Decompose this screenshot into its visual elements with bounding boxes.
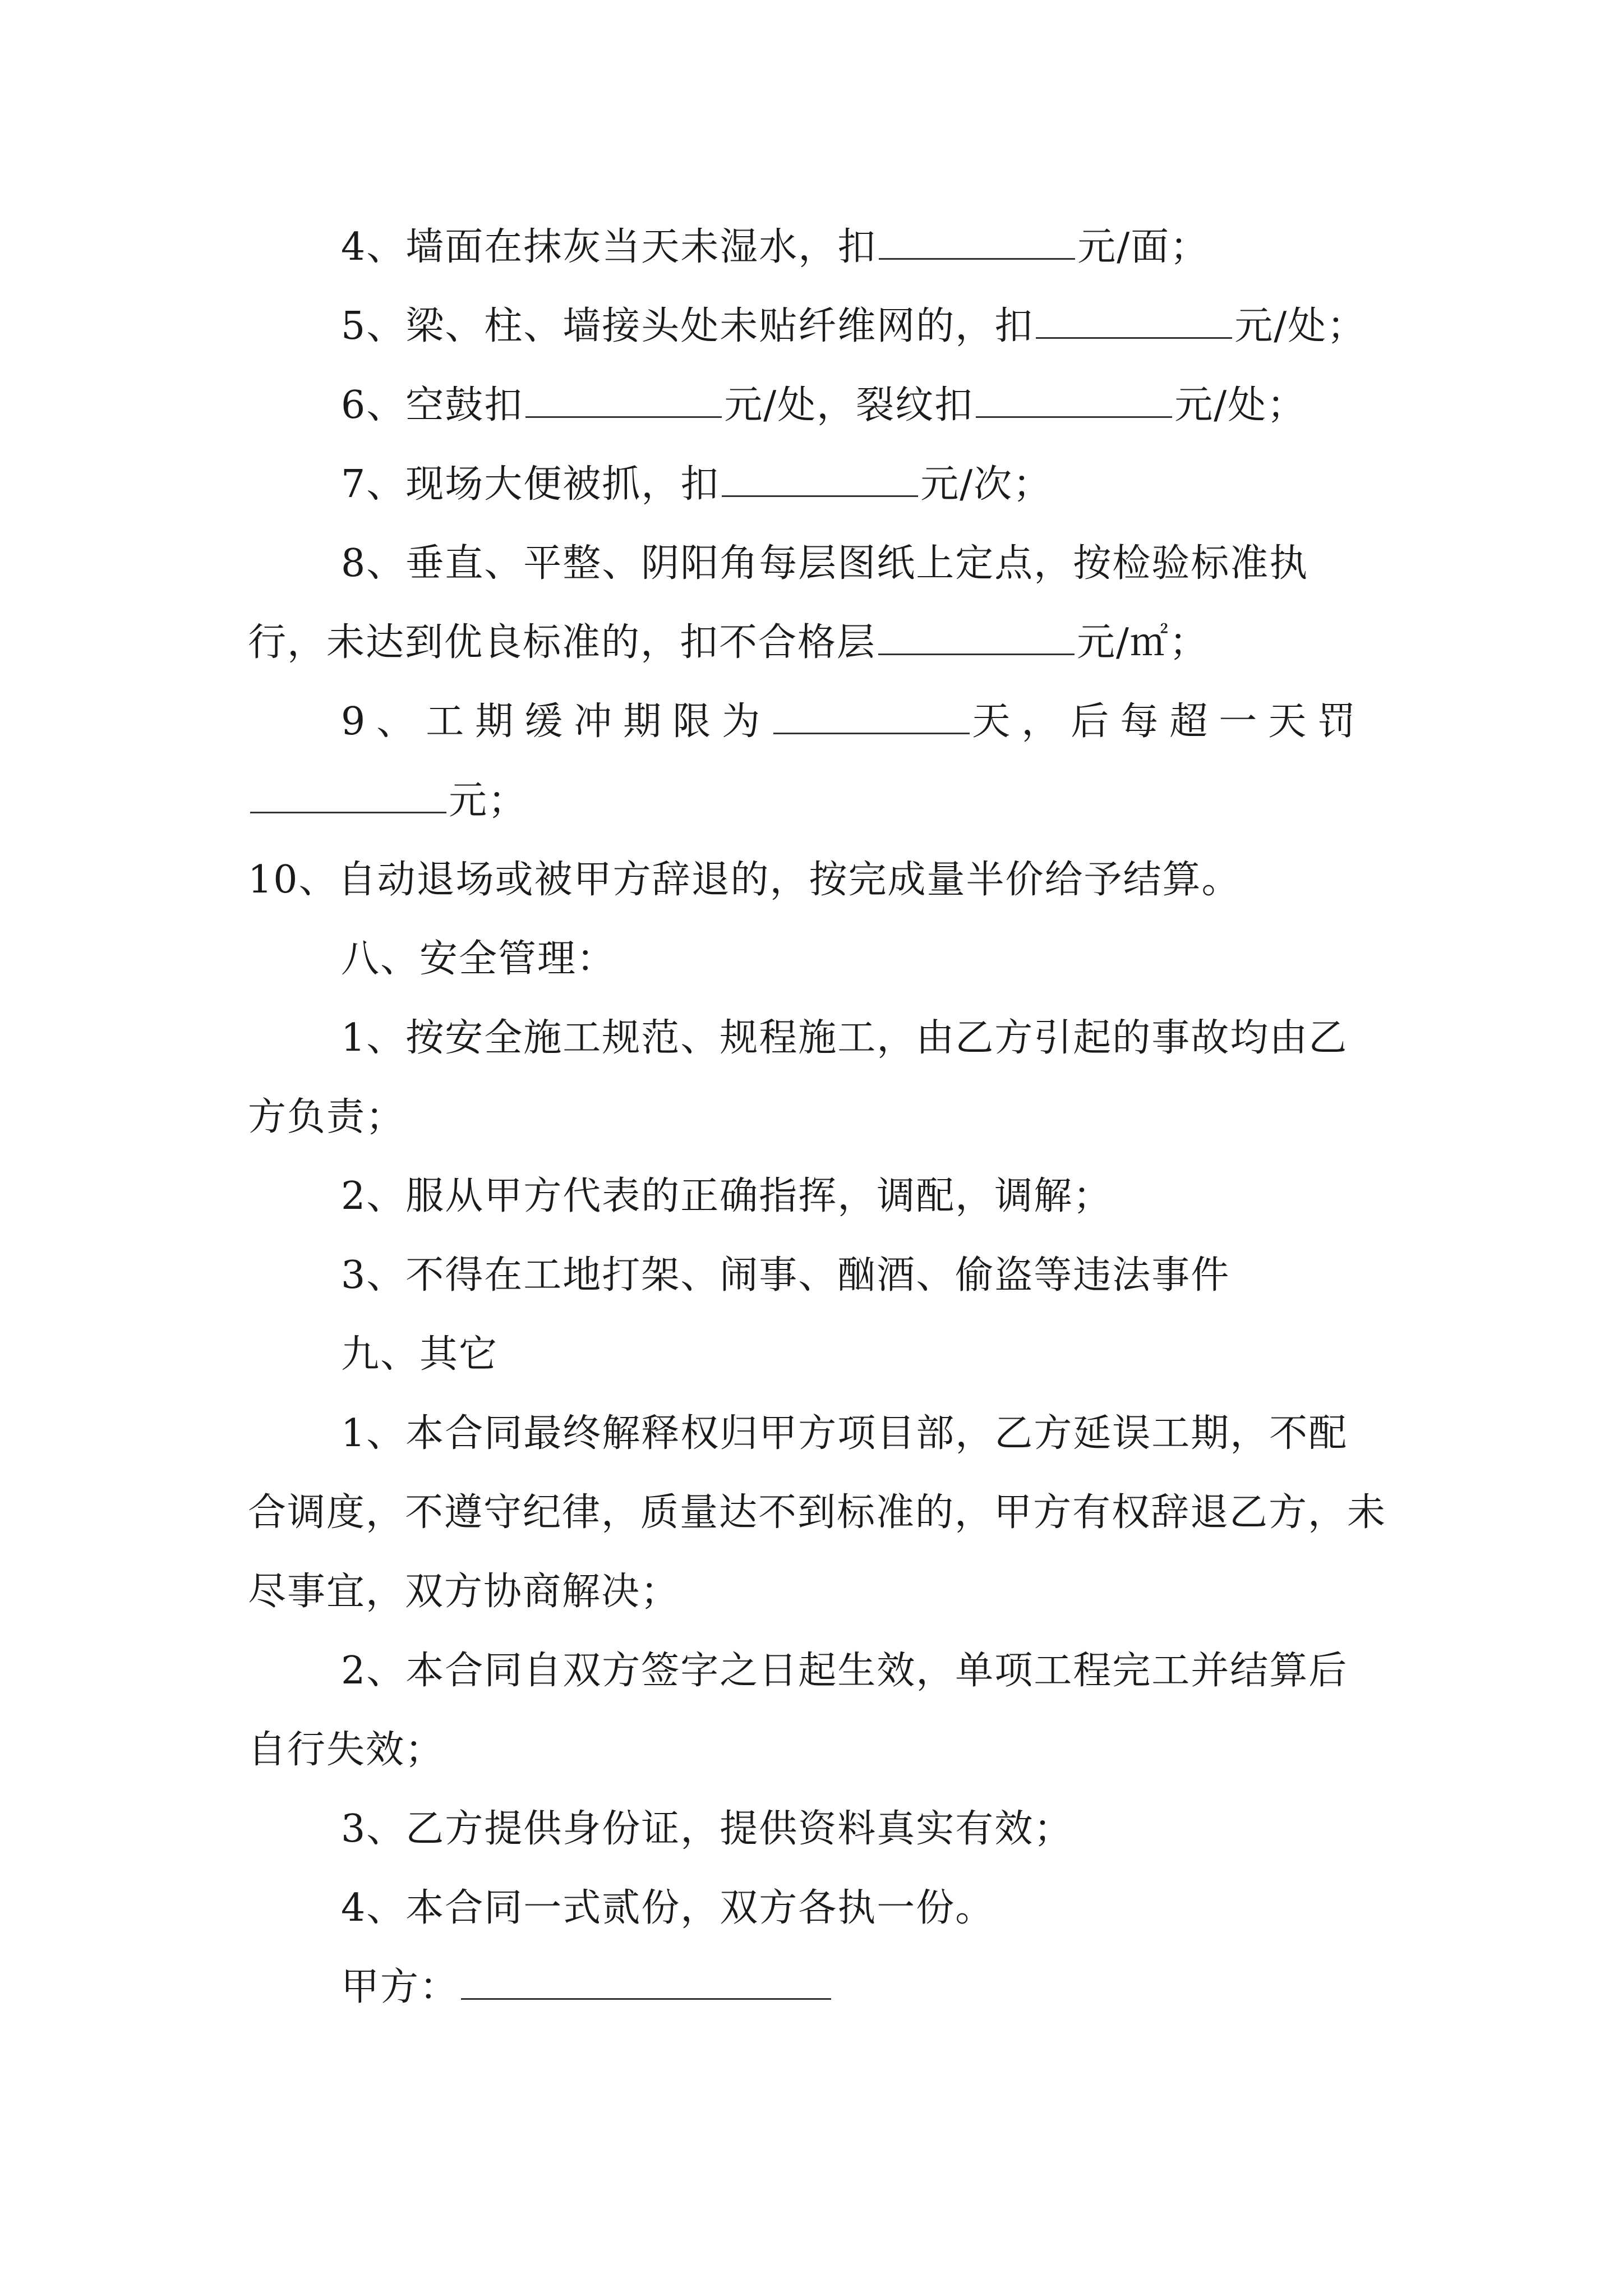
clause-4-unit: 元/面；	[1077, 225, 1210, 269]
clause-6-text: 6、空鼓扣	[341, 383, 524, 427]
fill-blank	[879, 254, 1075, 260]
section-8-item-2: 2、服从甲方代表的正确指挥，调配，调解；	[341, 1174, 1113, 1218]
clause-7	[248, 445, 1386, 524]
party-a-label: 甲方：	[341, 1965, 459, 2009]
clause-4-text: 4、墙面在抹灰当天未湿水，扣	[341, 225, 877, 269]
clause-5-text: 5、梁、柱、墙接头处未贴纤维网的，扣	[341, 304, 1034, 348]
fill-blank	[773, 728, 970, 734]
section-9-heading: 九、其它	[341, 1332, 499, 1377]
fill-blank	[722, 491, 918, 497]
clause-10: 10、自动退场或被甲方辞退的，按完成量半价给予结算。	[248, 858, 1241, 902]
section-9-item-1: 1、本合同最终解释权归甲方项目部，乙方延误工期，不配合调度，不遵守纪律，质量达不到标准的，甲方有权辞退乙方，未尽事宜，双方协商解决；	[248, 1411, 1387, 1614]
fill-blank	[1036, 333, 1232, 339]
fill-blank	[878, 649, 1075, 655]
clause-6-mid: 元/处，裂纹扣	[724, 383, 974, 427]
clause-8	[248, 524, 1386, 682]
section-8-heading: 八、安全管理：	[341, 937, 616, 981]
clause-6-unit: 元/处；	[1174, 383, 1307, 427]
section-9-item-2: 2、本合同自双方签字之日起生效，单项工程完工并结算后自行失效；	[248, 1649, 1348, 1772]
section-9-item-3: 3、乙方提供身份证，提供资料真实有效；	[341, 1807, 1073, 1851]
fill-blank	[976, 412, 1172, 418]
clause-9	[248, 682, 1386, 840]
clause-5-unit: 元/处；	[1234, 304, 1367, 348]
clause-7-unit: 元/次；	[920, 462, 1053, 507]
clause-4	[248, 208, 1386, 287]
document-page	[248, 208, 1386, 2027]
clause-9-unit: 元；	[449, 779, 528, 823]
clause-6	[248, 366, 1386, 445]
section-8-item-1: 1、按安全施工规范、规程施工，由乙方引起的事故均由乙方负责；	[248, 1016, 1348, 1139]
section-9-item-4: 4、本合同一式贰份，双方各执一份。	[341, 1886, 995, 1930]
party-a-signature	[248, 1948, 1386, 2027]
clause-5	[248, 287, 1386, 366]
section-8-item-3: 3、不得在工地打架、闹事、酗酒、偷盗等违法事件	[341, 1253, 1230, 1297]
clause-8-unit: 元/㎡；	[1077, 620, 1209, 665]
fill-blank	[250, 807, 446, 813]
fill-blank	[525, 412, 722, 418]
clause-8-text: 8、垂直、平整、阴阳角每层图纸上定点，按检验标准执行，未达到优良标准的，扣不合格层	[248, 541, 1309, 665]
clause-7-text: 7、现场大便被抓，扣	[341, 462, 720, 507]
signature-blank	[461, 1994, 831, 2000]
clause-9-mid: 天，后每超一天罚	[972, 700, 1367, 744]
clause-9-text: 9、工期缓冲期限为	[341, 700, 772, 744]
